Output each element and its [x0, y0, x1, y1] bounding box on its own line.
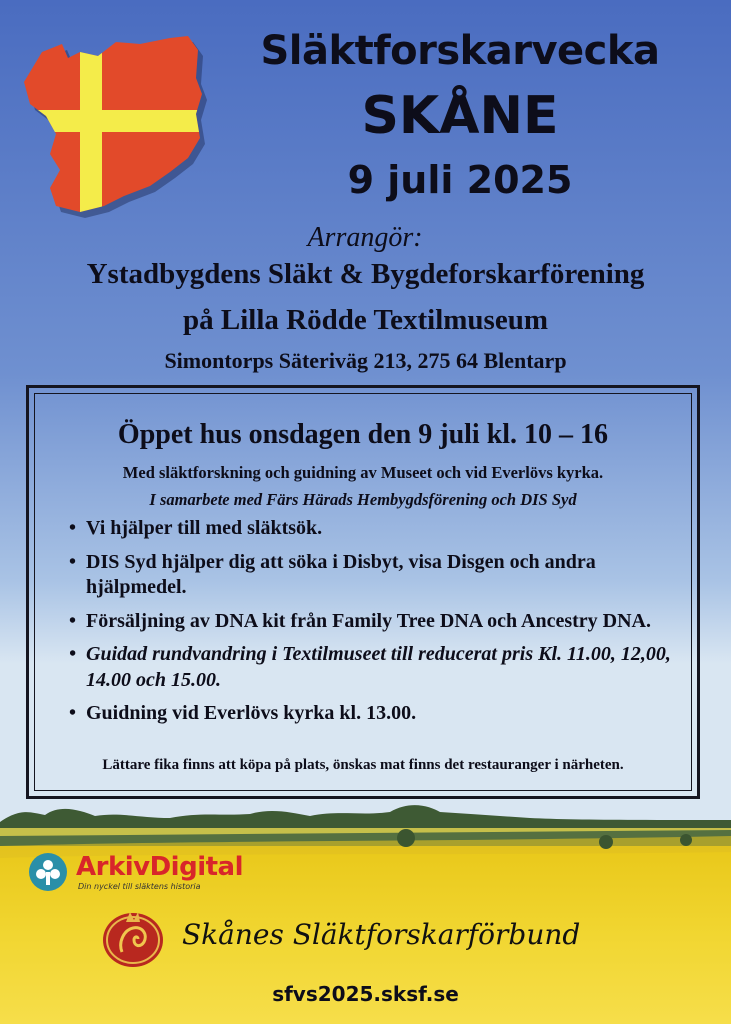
activity-list [69, 516, 687, 735]
federation-name: Skånes Släktforskarförbund [182, 918, 581, 951]
organizer-name: Ystadbygdens Släkt & Bygdeforskarförening [86, 258, 645, 290]
organizer-label: Arrangör: [307, 222, 423, 253]
arkivdigital-name: ArkivDigital [76, 852, 243, 882]
event-title: Släktforskarvecka [260, 28, 660, 74]
list-item: • Vi hjälper till med släktsök. [69, 516, 687, 542]
event-region: SKÅNE [361, 86, 559, 146]
griffin-emblem-icon [100, 906, 166, 970]
skane-flag-map-icon [20, 30, 210, 220]
arkivdigital-logo-icon [28, 852, 68, 892]
list-item: • Försäljning av DNA kit från Family Tree DNA och Ancestry DNA. [69, 609, 687, 635]
website-link[interactable]: sfvs2025.sksf.se [272, 982, 459, 1006]
info-box-inner-border [34, 393, 692, 791]
info-subheading: Med släktforskning och guidning av Museet och vid Everlövs kyrka. [122, 463, 604, 482]
list-item: • Guidad rundvandring i Textilmuseet till reducerat pris Kl. 11.00, 12,00, 14.00 och 15.00. [69, 642, 687, 693]
arkivdigital-tagline: Din nyckel till släktens historia [78, 882, 201, 891]
list-item: • Guidning vid Everlövs kyrka kl. 13.00. [69, 701, 687, 727]
list-item: • DIS Syd hjälper dig att söka i Disbyt, visa Disgen och andra hjälpmedel. [69, 550, 687, 601]
info-box [26, 385, 700, 799]
info-heading: Öppet hus onsdagen den 9 juli kl. 10 – 16 [117, 419, 609, 450]
event-date: 9 juli 2025 [347, 158, 573, 202]
info-footer: Lättare fika finns att köpa på plats, önskas mat finns det restauranger i närheten. [102, 757, 624, 773]
info-cooperation: I samarbete med Färs Härads Hembygdsförening och DIS Syd [149, 490, 577, 509]
organizer-address: Simontorps Säteriväg 213, 275 64 Blentarp [164, 348, 567, 373]
organizer-venue: på Lilla Rödde Textilmuseum [183, 304, 548, 336]
